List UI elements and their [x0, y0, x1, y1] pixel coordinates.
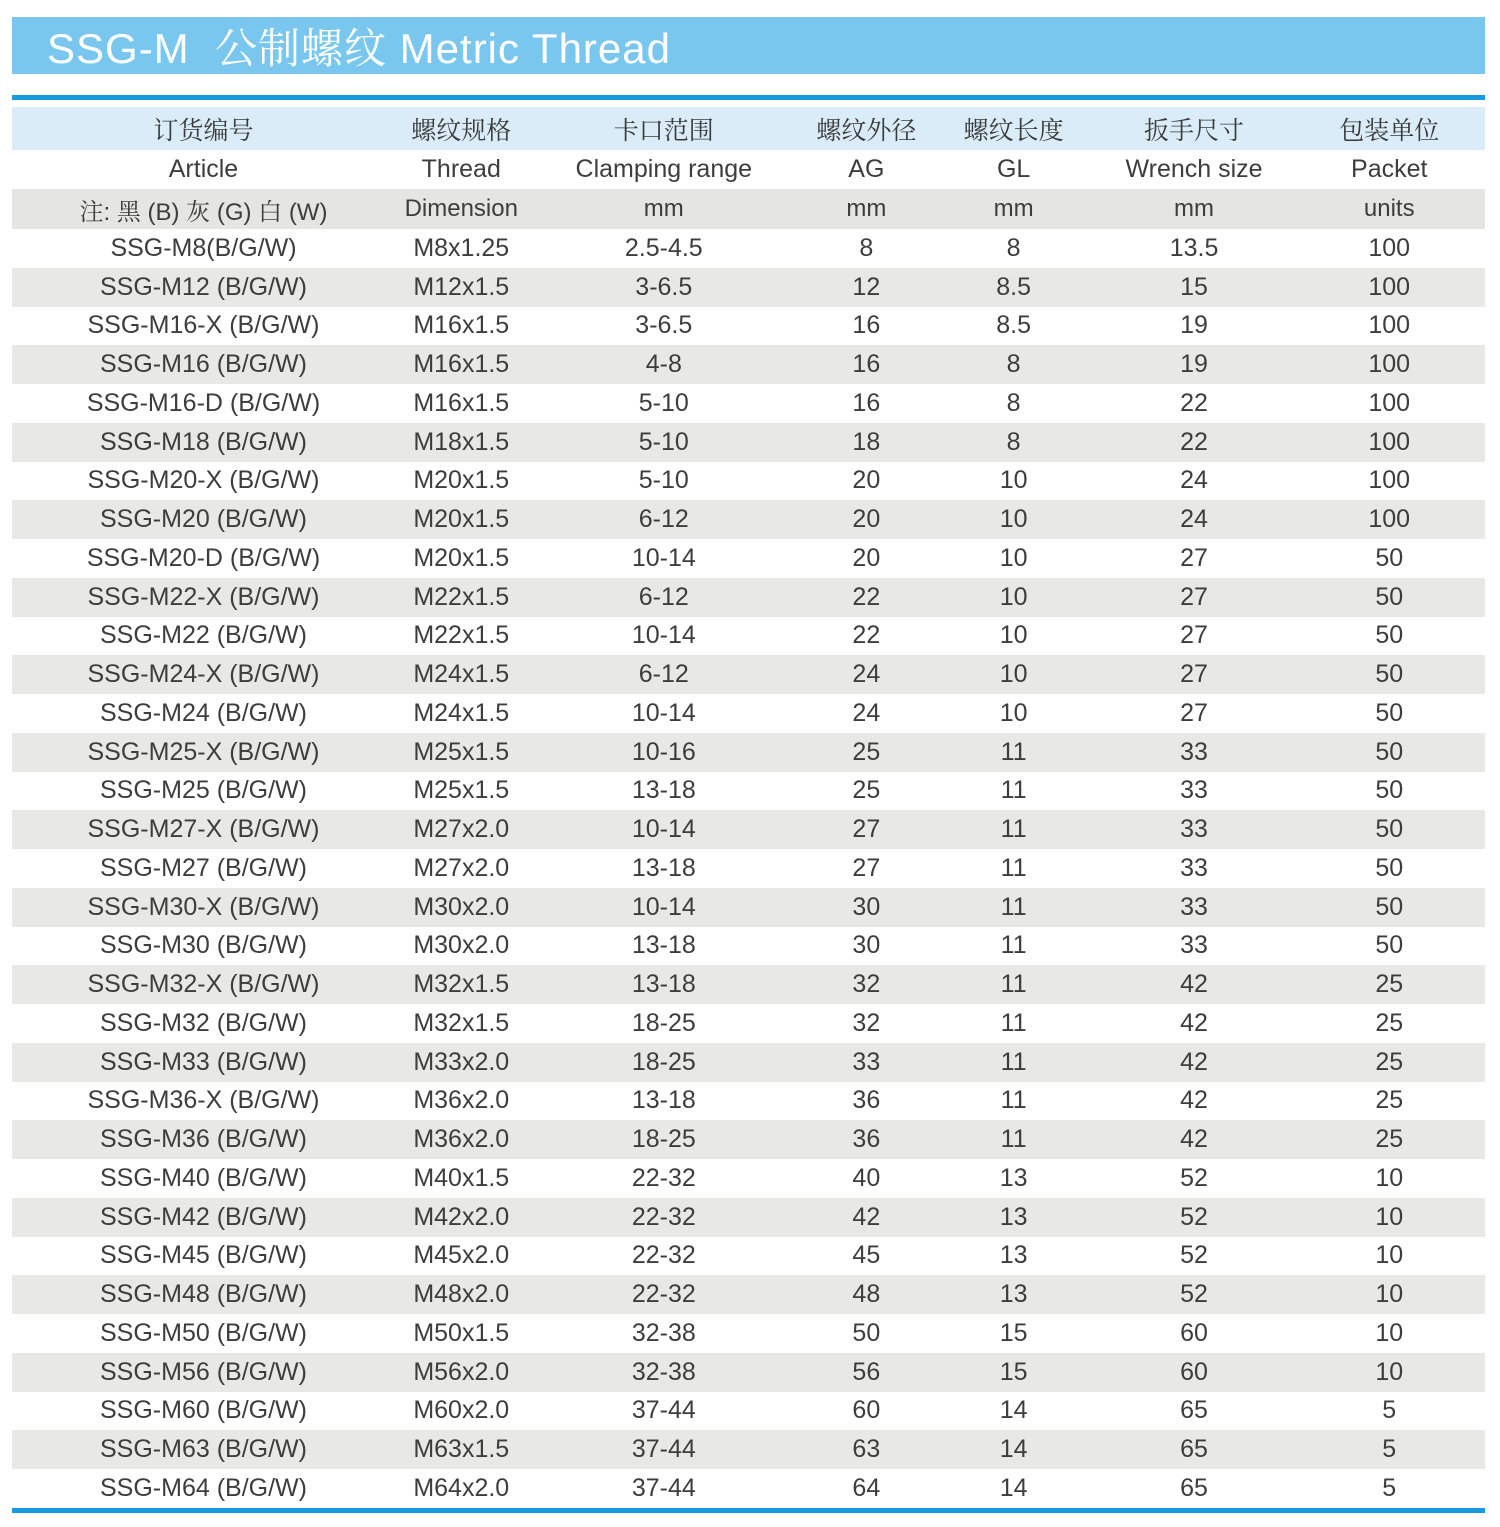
cell-gl: 8	[1006, 427, 1021, 456]
cell-ag: 12	[852, 272, 881, 301]
cell-wrench-size: 24	[1180, 505, 1208, 534]
cell-article: SSG-M16-X (B/G/W)	[87, 311, 320, 340]
col-packet-unit: units	[1363, 195, 1415, 222]
cell-clamping-range: 18-25	[631, 1047, 696, 1076]
cell-article: SSG-M56 (B/G/W)	[100, 1357, 307, 1386]
table-row	[12, 268, 1485, 307]
table-row	[12, 888, 1485, 927]
table-row	[12, 1004, 1485, 1043]
cell-packet: 5	[1382, 1396, 1397, 1425]
table-row	[12, 423, 1485, 462]
col-article-note: 注: 黑 (B) 灰 (G) 白 (W)	[79, 198, 328, 226]
cell-clamping-range: 6-12	[638, 582, 689, 611]
cell-thread: M48x2.0	[413, 1280, 510, 1309]
cell-thread: M36x2.0	[413, 1125, 510, 1154]
cell-wrench-size: 52	[1180, 1202, 1208, 1231]
divider-line-top	[12, 95, 1485, 100]
cell-ag: 24	[852, 698, 881, 727]
cell-gl: 13	[999, 1241, 1028, 1270]
cell-clamping-range: 37-44	[631, 1435, 696, 1464]
cell-gl: 8	[1006, 350, 1021, 379]
cell-packet: 50	[1375, 815, 1404, 844]
cell-clamping-range: 10-14	[631, 892, 696, 921]
cell-wrench-size: 42	[1180, 1125, 1208, 1154]
cell-clamping-range: 4-8	[645, 350, 682, 379]
cell-packet: 50	[1375, 582, 1404, 611]
table-row	[12, 1237, 1485, 1276]
cell-article: SSG-M60 (B/G/W)	[100, 1396, 307, 1425]
cell-thread: M20x1.5	[413, 466, 510, 495]
cell-article: SSG-M42 (B/G/W)	[100, 1202, 307, 1231]
cell-clamping-range: 13-18	[631, 853, 696, 882]
cell-article: SSG-M20-X (B/G/W)	[87, 466, 320, 495]
cell-ag: 16	[852, 311, 881, 340]
table-row	[12, 1469, 1485, 1508]
cell-gl: 10	[999, 582, 1028, 611]
cell-thread: M60x2.0	[413, 1396, 510, 1425]
cell-packet: 50	[1375, 543, 1404, 572]
cell-wrench-size: 33	[1180, 853, 1208, 882]
cell-gl: 10	[999, 505, 1028, 534]
table-row	[12, 500, 1485, 539]
cell-packet: 10	[1375, 1202, 1404, 1231]
cell-ag: 20	[852, 543, 881, 572]
cell-article: SSG-M22 (B/G/W)	[100, 621, 307, 650]
cell-wrench-size: 22	[1180, 427, 1208, 456]
cell-packet: 5	[1382, 1473, 1397, 1502]
cell-ag: 30	[852, 931, 881, 960]
cell-wrench-size: 33	[1180, 737, 1208, 766]
cell-packet: 50	[1375, 737, 1404, 766]
cell-gl: 14	[999, 1473, 1028, 1502]
cell-thread: M16x1.5	[413, 388, 510, 417]
cell-wrench-size: 33	[1180, 815, 1208, 844]
cell-article: SSG-M40 (B/G/W)	[100, 1163, 307, 1192]
cell-thread: M36x2.0	[413, 1086, 510, 1115]
table-row	[12, 1314, 1485, 1353]
table-row	[12, 307, 1485, 346]
cell-clamping-range: 18-25	[631, 1008, 696, 1037]
cell-clamping-range: 22-32	[631, 1241, 696, 1270]
col-thread-zh: 螺纹规格	[411, 116, 512, 145]
table-row	[12, 1198, 1485, 1237]
cell-clamping-range: 10-16	[631, 737, 696, 766]
cell-clamping-range: 37-44	[631, 1396, 696, 1425]
cell-ag: 56	[852, 1357, 881, 1386]
cell-article: SSG-M64 (B/G/W)	[100, 1473, 307, 1502]
cell-packet: 25	[1375, 1008, 1404, 1037]
cell-gl: 13	[999, 1202, 1028, 1231]
table-row	[12, 810, 1485, 849]
cell-gl: 10	[999, 543, 1028, 572]
cell-gl: 10	[999, 466, 1028, 495]
cell-gl: 11	[1000, 776, 1027, 805]
cell-wrench-size: 60	[1180, 1357, 1208, 1386]
cell-gl: 13	[999, 1163, 1028, 1192]
cell-article: SSG-M24-X (B/G/W)	[87, 660, 320, 689]
col-ag-zh: 螺纹外径	[816, 116, 917, 145]
cell-clamping-range: 5-10	[638, 466, 689, 495]
cell-ag: 16	[852, 350, 881, 379]
cell-wrench-size: 65	[1180, 1435, 1208, 1464]
cell-wrench-size: 52	[1180, 1241, 1208, 1270]
cell-packet: 100	[1368, 233, 1411, 262]
table-row	[12, 655, 1485, 694]
cell-clamping-range: 37-44	[631, 1473, 696, 1502]
cell-wrench-size: 19	[1180, 350, 1208, 379]
cell-ag: 24	[852, 660, 881, 689]
cell-article: SSG-M36-X (B/G/W)	[87, 1086, 320, 1115]
cell-thread: M20x1.5	[413, 505, 510, 534]
cell-clamping-range: 5-10	[638, 388, 689, 417]
table-row	[12, 772, 1485, 811]
cell-packet: 50	[1375, 853, 1404, 882]
col-packet-en: Packet	[1351, 155, 1428, 183]
cell-article: SSG-M32 (B/G/W)	[100, 1008, 307, 1037]
cell-wrench-size: 33	[1180, 892, 1208, 921]
cell-thread: M24x1.5	[413, 660, 510, 689]
cell-gl: 10	[999, 660, 1028, 689]
col-clamping-unit: mm	[643, 195, 684, 222]
cell-ag: 63	[852, 1435, 881, 1464]
cell-clamping-range: 32-38	[631, 1318, 696, 1347]
cell-clamping-range: 10-14	[631, 543, 696, 572]
cell-gl: 10	[999, 698, 1028, 727]
cell-wrench-size: 42	[1180, 970, 1208, 999]
table-row	[12, 384, 1485, 423]
cell-gl: 15	[999, 1318, 1028, 1347]
cell-ag: 36	[852, 1125, 881, 1154]
cell-thread: M63x1.5	[413, 1435, 510, 1464]
cell-thread: M25x1.5	[413, 776, 510, 805]
table-row	[12, 1275, 1485, 1314]
cell-article: SSG-M16 (B/G/W)	[100, 350, 307, 379]
cell-packet: 10	[1375, 1318, 1404, 1347]
cell-article: SSG-M30 (B/G/W)	[100, 931, 307, 960]
col-wrench-zh: 扳手尺寸	[1144, 116, 1245, 145]
table-row	[12, 617, 1485, 656]
cell-gl: 8	[1006, 233, 1021, 262]
cell-thread: M56x2.0	[413, 1357, 510, 1386]
cell-gl: 8	[1006, 388, 1021, 417]
table-row	[12, 1159, 1485, 1198]
cell-wrench-size: 22	[1180, 388, 1208, 417]
cell-article: SSG-M63 (B/G/W)	[100, 1435, 307, 1464]
page-title: SSG-M 公制螺纹 Metric Thread	[47, 24, 671, 72]
cell-thread: M24x1.5	[413, 698, 510, 727]
cell-thread: M16x1.5	[413, 311, 510, 340]
cell-thread: M64x2.0	[413, 1473, 510, 1502]
cell-packet: 100	[1368, 427, 1411, 456]
cell-thread: M30x2.0	[413, 931, 510, 960]
col-ag-unit: mm	[846, 195, 887, 222]
cell-clamping-range: 10-14	[631, 815, 696, 844]
cell-ag: 33	[852, 1047, 881, 1076]
cell-article: SSG-M25 (B/G/W)	[100, 776, 307, 805]
cell-packet: 50	[1375, 621, 1404, 650]
cell-gl: 15	[999, 1357, 1028, 1386]
cell-thread: M30x2.0	[413, 892, 510, 921]
cell-article: SSG-M25-X (B/G/W)	[87, 737, 320, 766]
cell-article: SSG-M27-X (B/G/W)	[87, 815, 320, 844]
cell-thread: M12x1.5	[413, 272, 510, 301]
cell-gl: 11	[1000, 1086, 1027, 1115]
cell-packet: 100	[1368, 311, 1411, 340]
cell-wrench-size: 15	[1180, 272, 1208, 301]
cell-packet: 100	[1368, 466, 1411, 495]
col-clamping-zh: 卡口范围	[613, 116, 714, 145]
cell-gl: 11	[1000, 737, 1027, 766]
col-thread-en: Thread	[421, 155, 501, 183]
cell-gl: 13	[999, 1280, 1028, 1309]
cell-ag: 60	[852, 1396, 881, 1425]
cell-gl: 11	[1000, 892, 1027, 921]
cell-clamping-range: 13-18	[631, 970, 696, 999]
cell-thread: M22x1.5	[413, 621, 510, 650]
header-row-english	[12, 150, 1485, 189]
cell-ag: 18	[852, 427, 881, 456]
table-row	[12, 927, 1485, 966]
table-row	[12, 1043, 1485, 1082]
cell-packet: 100	[1368, 350, 1411, 379]
cell-article: SSG-M33 (B/G/W)	[100, 1047, 307, 1076]
cell-thread: M8x1.25	[413, 233, 510, 262]
table-row	[12, 849, 1485, 888]
cell-packet: 100	[1368, 388, 1411, 417]
table-row	[12, 1430, 1485, 1469]
cell-wrench-size: 27	[1180, 660, 1208, 689]
cell-clamping-range: 10-14	[631, 698, 696, 727]
cell-article: SSG-M18 (B/G/W)	[100, 427, 307, 456]
cell-thread: M16x1.5	[413, 350, 510, 379]
cell-packet: 10	[1375, 1163, 1404, 1192]
cell-clamping-range: 2.5-4.5	[624, 233, 703, 262]
cell-article: SSG-M22-X (B/G/W)	[87, 582, 320, 611]
col-ag-en: AG	[848, 155, 885, 183]
cell-ag: 32	[852, 1008, 881, 1037]
cell-thread: M18x1.5	[413, 427, 510, 456]
table-row	[12, 1082, 1485, 1121]
cell-wrench-size: 52	[1180, 1280, 1208, 1309]
cell-packet: 50	[1375, 660, 1404, 689]
cell-wrench-size: 65	[1180, 1473, 1208, 1502]
col-wrench-en: Wrench size	[1125, 155, 1263, 183]
cell-wrench-size: 52	[1180, 1163, 1208, 1192]
cell-gl: 11	[1000, 931, 1027, 960]
cell-article: SSG-M30-X (B/G/W)	[87, 892, 320, 921]
cell-ag: 50	[852, 1318, 881, 1347]
cell-ag: 20	[852, 505, 881, 534]
cell-ag: 32	[852, 970, 881, 999]
table-header	[12, 107, 1485, 229]
cell-ag: 30	[852, 892, 881, 921]
cell-ag: 48	[852, 1280, 881, 1309]
cell-thread: M45x2.0	[413, 1241, 510, 1270]
col-article-en: Article	[168, 155, 239, 183]
cell-packet: 100	[1368, 272, 1411, 301]
cell-wrench-size: 42	[1180, 1086, 1208, 1115]
cell-clamping-range: 13-18	[631, 776, 696, 805]
cell-gl: 8.5	[996, 311, 1031, 340]
cell-gl: 8.5	[996, 272, 1031, 301]
table-row	[12, 345, 1485, 384]
cell-packet: 25	[1375, 1047, 1404, 1076]
col-thread-unit: Dimension	[404, 195, 518, 222]
cell-packet: 5	[1382, 1435, 1397, 1464]
cell-ag: 40	[852, 1163, 881, 1192]
cell-thread: M25x1.5	[413, 737, 510, 766]
cell-wrench-size: 65	[1180, 1396, 1208, 1425]
col-article-zh: 订货编号	[153, 116, 254, 145]
cell-thread: M33x2.0	[413, 1047, 510, 1076]
cell-ag: 27	[852, 853, 881, 882]
cell-wrench-size: 13.5	[1169, 233, 1219, 262]
page-title-bar	[12, 17, 1485, 74]
cell-thread: M22x1.5	[413, 582, 510, 611]
cell-ag: 20	[852, 466, 881, 495]
cell-article: SSG-M32-X (B/G/W)	[87, 970, 320, 999]
cell-clamping-range: 5-10	[638, 427, 689, 456]
cell-wrench-size: 27	[1180, 698, 1208, 727]
cell-ag: 22	[852, 621, 881, 650]
cell-clamping-range: 32-38	[631, 1357, 696, 1386]
cell-article: SSG-M27 (B/G/W)	[100, 853, 307, 882]
col-clamping-en: Clamping range	[575, 155, 753, 183]
cell-clamping-range: 18-25	[631, 1125, 696, 1154]
cell-packet: 25	[1375, 1086, 1404, 1115]
cell-packet: 50	[1375, 892, 1404, 921]
col-gl-zh: 螺纹长度	[963, 116, 1064, 145]
cell-article: SSG-M36 (B/G/W)	[100, 1125, 307, 1154]
cell-wrench-size: 27	[1180, 621, 1208, 650]
cell-clamping-range: 3-6.5	[635, 311, 693, 340]
header-row-chinese	[12, 107, 1485, 150]
cell-article: SSG-M48 (B/G/W)	[100, 1280, 307, 1309]
table-row	[12, 1392, 1485, 1431]
cell-ag: 36	[852, 1086, 881, 1115]
cell-ag: 8	[859, 233, 874, 262]
cell-thread: M32x1.5	[413, 970, 510, 999]
cell-ag: 22	[852, 582, 881, 611]
cell-packet: 10	[1375, 1357, 1404, 1386]
cell-wrench-size: 27	[1180, 543, 1208, 572]
table-row	[12, 1120, 1485, 1159]
cell-packet: 100	[1368, 505, 1411, 534]
cell-ag: 45	[852, 1241, 881, 1270]
cell-gl: 11	[1000, 970, 1027, 999]
table-row	[12, 694, 1485, 733]
cell-ag: 25	[852, 776, 881, 805]
cell-article: SSG-M45 (B/G/W)	[100, 1241, 307, 1270]
table-row	[12, 578, 1485, 617]
cell-wrench-size: 42	[1180, 1047, 1208, 1076]
cell-thread: M42x2.0	[413, 1202, 510, 1231]
cell-packet: 50	[1375, 931, 1404, 960]
cell-gl: 14	[999, 1396, 1028, 1425]
cell-wrench-size: 24	[1180, 466, 1208, 495]
cell-ag: 27	[852, 815, 881, 844]
spec-table	[12, 107, 1485, 1508]
cell-gl: 10	[999, 621, 1028, 650]
cell-article: SSG-M16-D (B/G/W)	[86, 388, 321, 417]
cell-thread: M40x1.5	[413, 1163, 510, 1192]
cell-gl: 11	[1000, 1008, 1027, 1037]
cell-wrench-size: 33	[1180, 931, 1208, 960]
cell-ag: 64	[852, 1473, 881, 1502]
cell-gl: 14	[999, 1435, 1028, 1464]
cell-clamping-range: 10-14	[631, 621, 696, 650]
cell-wrench-size: 27	[1180, 582, 1208, 611]
cell-thread: M27x2.0	[413, 815, 510, 844]
header-row-units	[12, 189, 1485, 229]
cell-clamping-range: 22-32	[631, 1202, 696, 1231]
cell-article: SSG-M12 (B/G/W)	[100, 272, 307, 301]
catalog-page	[0, 17, 1500, 1527]
table-row	[12, 229, 1485, 268]
table-row	[12, 539, 1485, 578]
cell-clamping-range: 22-32	[631, 1163, 696, 1192]
cell-thread: M50x1.5	[413, 1318, 510, 1347]
cell-packet: 25	[1375, 1125, 1404, 1154]
cell-packet: 50	[1375, 698, 1404, 727]
cell-clamping-range: 13-18	[631, 931, 696, 960]
col-gl-unit: mm	[993, 195, 1034, 222]
cell-packet: 10	[1375, 1280, 1404, 1309]
table-body	[12, 229, 1485, 1508]
cell-ag: 42	[852, 1202, 881, 1231]
cell-clamping-range: 13-18	[631, 1086, 696, 1115]
cell-clamping-range: 3-6.5	[635, 272, 693, 301]
table-row	[12, 965, 1485, 1004]
cell-thread: M27x2.0	[413, 853, 510, 882]
col-wrench-unit: mm	[1174, 195, 1215, 222]
cell-wrench-size: 19	[1180, 311, 1208, 340]
cell-clamping-range: 22-32	[631, 1280, 696, 1309]
cell-article: SSG-M20 (B/G/W)	[100, 505, 307, 534]
cell-article: SSG-M50 (B/G/W)	[100, 1318, 307, 1347]
divider-line-bottom	[12, 1508, 1485, 1513]
col-packet-zh: 包装单位	[1339, 116, 1440, 145]
cell-wrench-size: 60	[1180, 1318, 1208, 1347]
table-row	[12, 1353, 1485, 1392]
cell-gl: 11	[1000, 853, 1027, 882]
cell-gl: 11	[1000, 1047, 1027, 1076]
table-row	[12, 733, 1485, 772]
cell-packet: 10	[1375, 1241, 1404, 1270]
cell-article: SSG-M8(B/G/W)	[110, 233, 297, 262]
cell-thread: M32x1.5	[413, 1008, 510, 1037]
cell-thread: M20x1.5	[413, 543, 510, 572]
table-row	[12, 462, 1485, 501]
cell-clamping-range: 6-12	[638, 505, 689, 534]
cell-packet: 50	[1375, 776, 1404, 805]
cell-gl: 11	[1000, 815, 1027, 844]
cell-wrench-size: 42	[1180, 1008, 1208, 1037]
cell-wrench-size: 33	[1180, 776, 1208, 805]
cell-clamping-range: 6-12	[638, 660, 689, 689]
cell-article: SSG-M24 (B/G/W)	[100, 698, 307, 727]
cell-article: SSG-M20-D (B/G/W)	[86, 543, 321, 572]
col-gl-en: GL	[996, 155, 1031, 183]
cell-ag: 16	[852, 388, 881, 417]
cell-gl: 11	[1000, 1125, 1027, 1154]
cell-packet: 25	[1375, 970, 1404, 999]
cell-ag: 25	[852, 737, 881, 766]
